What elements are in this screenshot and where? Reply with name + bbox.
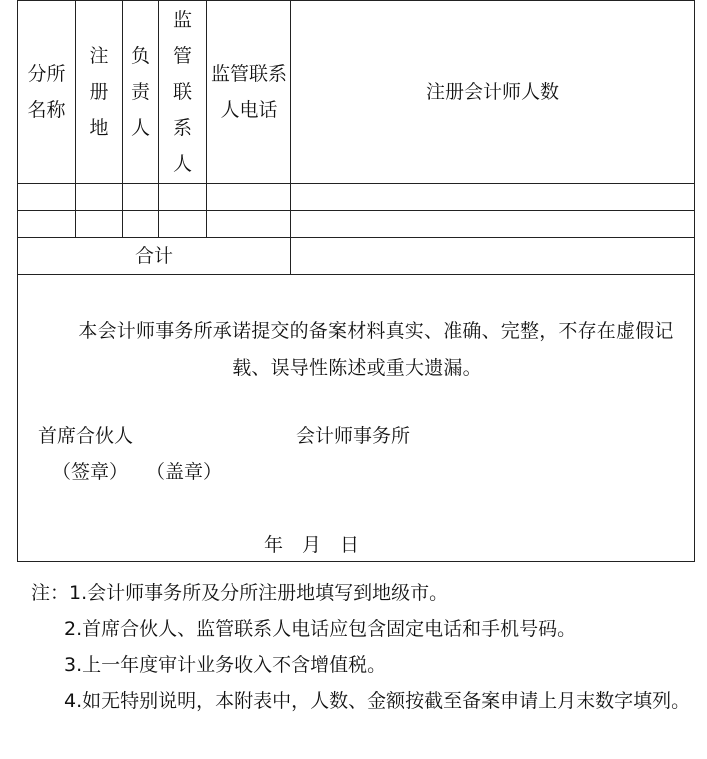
header-supervision-phone — [207, 1, 291, 184]
header-registered-place-label: 注册地 — [89, 45, 109, 139]
table-cell[interactable] — [123, 211, 159, 238]
table-cell[interactable] — [291, 211, 695, 238]
header-branch-name-label: 分所名称 — [27, 63, 66, 121]
header-principal-label: 负责人 — [130, 45, 150, 139]
table-cell[interactable] — [207, 211, 291, 238]
table-total-row — [18, 238, 695, 275]
header-supervision-phone-label: 监管联系人电话 — [210, 63, 287, 121]
table-cell[interactable] — [18, 184, 76, 211]
firm-label: 会计师事务所 — [296, 425, 411, 447]
chief-partner-label: 首席合伙人 — [38, 425, 134, 447]
commitment-row — [18, 275, 695, 562]
signature-label: （签章） — [52, 461, 129, 483]
note-4: 4.如无特别说明，本附表中，人数、金额按截至备案申请上月末数字填列。 — [64, 690, 691, 712]
table-header-row — [18, 1, 695, 184]
total-value-cell[interactable] — [291, 238, 695, 275]
header-supervision-contact-label: 监管联系人 — [172, 9, 192, 175]
header-cpa-count — [291, 1, 695, 184]
header-principal — [123, 1, 159, 184]
table-cell[interactable] — [18, 211, 76, 238]
notes-section — [17, 575, 697, 719]
branch-office-table — [17, 0, 695, 562]
table-cell[interactable] — [159, 184, 207, 211]
table-cell[interactable] — [207, 184, 291, 211]
note-2: 2.首席合伙人、监管联系人电话应包含固定电话和手机号码。 — [64, 618, 577, 640]
total-label: 合计 — [134, 245, 173, 267]
header-cpa-count-label: 注册会计师人数 — [425, 81, 559, 103]
header-branch-name — [18, 1, 76, 184]
date-label: 年 月 日 — [264, 534, 360, 556]
commitment-box — [18, 275, 695, 562]
seal-label: （盖章） — [146, 461, 223, 483]
table-row — [18, 184, 695, 211]
table-cell[interactable] — [76, 211, 123, 238]
table-cell[interactable] — [159, 211, 207, 238]
header-supervision-contact — [159, 1, 207, 184]
note-1: 注：1.会计师事务所及分所注册地填写到地级市。 — [31, 582, 449, 604]
note-3: 3.上一年度审计业务收入不含增值税。 — [64, 654, 387, 676]
total-label-cell — [18, 238, 291, 275]
commitment-statement: 本会计师事务所承诺提交的备案材料真实、准确、完整，不存在虚假记载、误导性陈述或重大遗漏。 — [78, 320, 674, 379]
table-row — [18, 211, 695, 238]
table-cell[interactable] — [291, 184, 695, 211]
table-cell[interactable] — [76, 184, 123, 211]
header-registered-place — [76, 1, 123, 184]
table-cell[interactable] — [123, 184, 159, 211]
